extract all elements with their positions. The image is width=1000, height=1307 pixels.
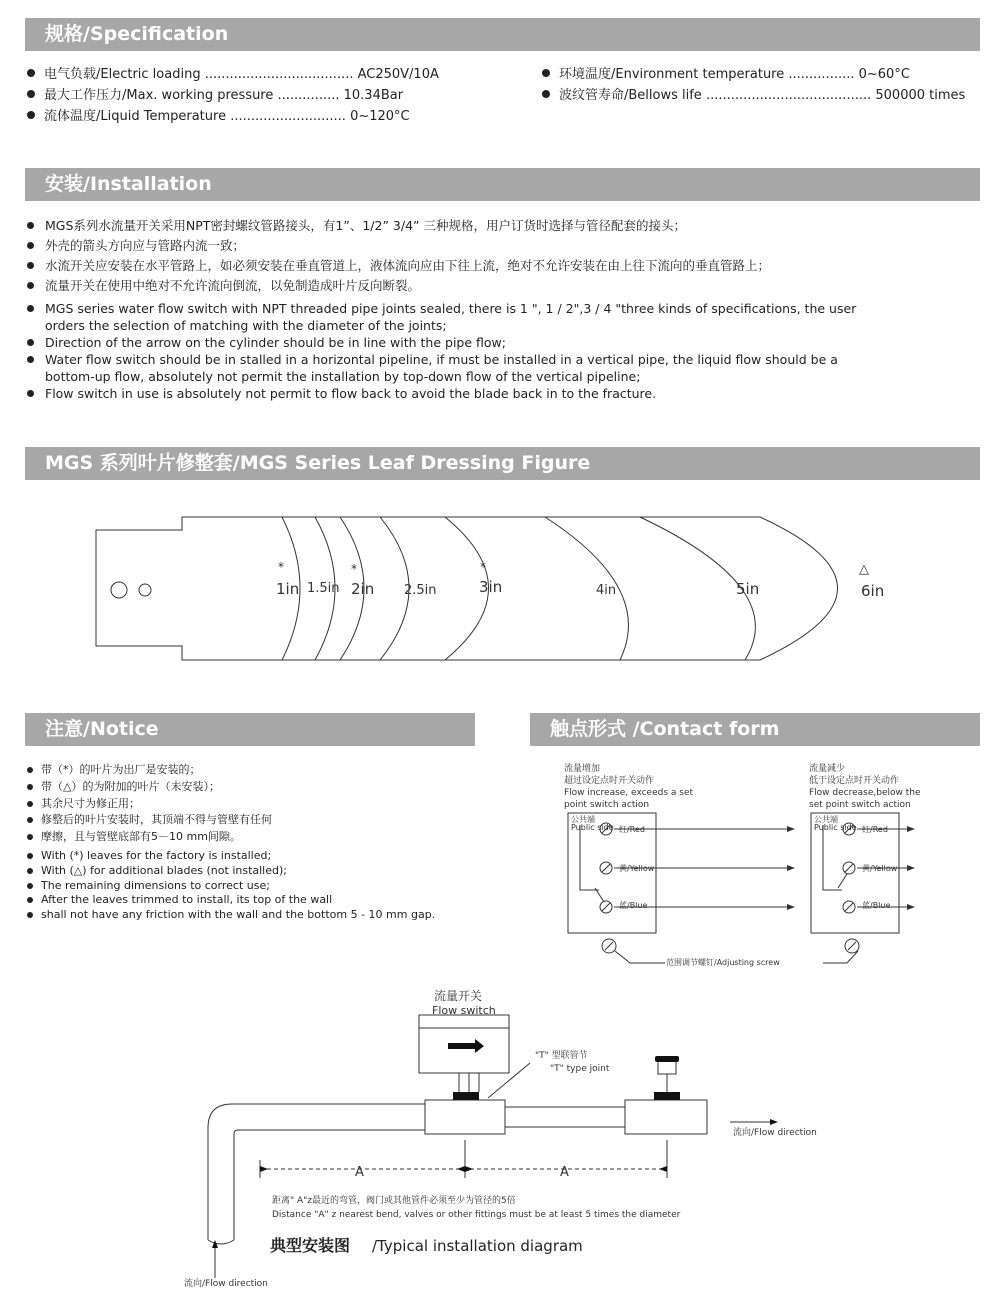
switch-label-cn: 流量开关 xyxy=(434,989,483,1003)
list-item xyxy=(27,385,967,402)
list-item-text: 其余尺寸为修正用； xyxy=(41,796,140,810)
caption-cn: 典型安装图 xyxy=(270,1236,351,1255)
leaf-label-2.5in: 2.5in xyxy=(404,583,437,598)
list-item-text: With (△) for additional blades (not installed); xyxy=(41,863,287,877)
spec-electric-loading xyxy=(27,64,439,85)
bullet xyxy=(27,897,33,903)
bullet xyxy=(27,356,34,363)
hole-icon xyxy=(111,582,127,598)
installation-diagram xyxy=(170,980,870,1300)
dimension-a-right: A xyxy=(560,1165,569,1180)
list-item-text: Flow switch in use is absolutely not permit to flow back to avoid the blade back in to the fracture. xyxy=(45,386,657,401)
contact-lever-left xyxy=(595,888,604,902)
list-item xyxy=(27,217,967,234)
pipe-bend-inner xyxy=(234,1130,425,1240)
contact-lever-right xyxy=(838,874,847,888)
t-joint-switch xyxy=(425,1100,505,1134)
list-item xyxy=(27,277,967,294)
spec-label: 流体温度/Liquid Temperature ............................ xyxy=(44,109,346,124)
blue-label-left: 蓝/Blue xyxy=(619,901,648,910)
contact-form-diagram xyxy=(555,760,990,970)
contact-section-header: 触点形式 /Contact form xyxy=(530,713,980,746)
list-item-text: 带（*）的叶片为出厂是安装的； xyxy=(41,763,201,776)
spec-value: 0~60°C xyxy=(858,67,910,82)
right-caption-en1: Flow decrease,below the xyxy=(809,788,921,798)
adjusting-screw-label: 范围调节螺钉/Adjusting screw xyxy=(666,958,780,967)
triangle-marker: △ xyxy=(859,562,869,577)
list-item-text: The remaining dimensions to correct use; xyxy=(41,878,270,892)
yellow-label-right: 黄/Yellow xyxy=(862,864,898,873)
bullet xyxy=(27,912,33,918)
flow-arrow-icon xyxy=(448,1039,484,1053)
star-marker: * xyxy=(480,560,486,574)
dimension-a-left: A xyxy=(355,1165,364,1180)
yellow-label-left: 黄/Yellow xyxy=(619,864,655,873)
list-item-text: MGS系列水流量开关采用NPT密封螺纹管路接头，有1”、1/2” 3/4” 三种规格，用户订货时选择与管径配套的接头； xyxy=(45,218,686,233)
list-item xyxy=(27,893,487,908)
left-caption-cn1: 流量增加 xyxy=(564,764,601,774)
valve-thread xyxy=(654,1092,680,1100)
spec-section-header: 规格/Specification xyxy=(25,18,980,51)
bullet xyxy=(542,69,550,77)
list-item-text: Water flow switch should be in stalled in a horizontal pipeline, if must be installed in a vertical pipe, the liquid flow should be a bottom-up flow, absolutely not permit the installation by top-down flow of the vertical pipeline; xyxy=(45,352,838,384)
notice-list xyxy=(27,763,487,923)
list-item xyxy=(27,813,487,828)
list-item-text: 流量开关在使用中绝对不允许流向倒流，以免制造成叶片反向断裂。 xyxy=(45,278,421,293)
common-wire-right xyxy=(823,825,842,890)
spec-value: 0~120°C xyxy=(350,109,410,124)
bullet xyxy=(27,282,34,289)
installation-list xyxy=(27,217,967,402)
distance-note-cn: 距离" A"z最近的弯管，阀门或其他管件必须至少为管径的5倍 xyxy=(272,1196,516,1206)
bullet xyxy=(27,90,35,98)
leaf-label-3in: 3in xyxy=(479,578,503,596)
bullet xyxy=(27,834,33,840)
bullet xyxy=(27,853,33,859)
list-item xyxy=(27,864,487,879)
switch-label-en: Flow switch xyxy=(432,1004,496,1017)
installation-section-header: 安装/Installation xyxy=(25,168,980,201)
spec-max-pressure xyxy=(27,85,403,106)
list-item-text: After the leaves trimmed to install, its top of the wall xyxy=(41,893,333,907)
list-item-text: Direction of the arrow on the cylinder should be in line with the pipe flow; xyxy=(45,335,506,350)
bullet xyxy=(27,339,34,346)
bullet xyxy=(27,111,35,119)
list-item xyxy=(27,351,885,385)
list-item xyxy=(27,849,487,864)
list-item xyxy=(27,780,487,795)
t-joint-label-en: "T" type joint xyxy=(550,1064,610,1074)
spec-value: 500000 times xyxy=(875,88,966,103)
notice-section-header: 注意/Notice xyxy=(25,713,475,746)
spec-label: 电气负载/Electric loading .................................... xyxy=(44,67,354,82)
bullet xyxy=(27,305,34,312)
bullet xyxy=(27,767,33,773)
right-caption-en2: set point switch action xyxy=(809,800,911,810)
bullet xyxy=(27,883,33,889)
blue-label-right: 蓝/Blue xyxy=(862,901,891,910)
spec-label: 最大工作压力/Max. working pressure ............... xyxy=(44,88,340,103)
spec-label: 环境温度/Environment temperature ................ xyxy=(559,67,855,82)
public-cn-left: 公共端 xyxy=(571,815,595,824)
list-item-text: 摩擦，且与管壁底部有5－10 mm间隙。 xyxy=(41,830,241,844)
red-label-left: 红/Red xyxy=(619,825,645,834)
leaf-label-5in: 5in xyxy=(736,580,760,598)
bullet xyxy=(27,801,33,807)
list-item xyxy=(27,797,487,812)
left-caption-en2: point switch action xyxy=(564,800,650,810)
list-item-text: 修整后的叶片安装时，其顶端不得与管壁有任何 xyxy=(41,813,272,827)
caption-en: /Typical installation diagram xyxy=(372,1237,583,1255)
list-item-text: MGS series water flow switch with NPT threaded pipe joints sealed, there is 1 ", 1 / 2",3 / 4 "three kinds of specifications, the user orders the selection of matching with the diameter of the joints; xyxy=(45,301,857,333)
bullet xyxy=(27,817,33,823)
star-marker: * xyxy=(278,560,284,574)
list-item xyxy=(27,257,967,274)
list-item xyxy=(27,300,875,334)
bullet xyxy=(542,90,550,98)
right-caption-cn1: 流量减少 xyxy=(809,764,846,774)
spec-bellows-life xyxy=(542,85,965,106)
bullet xyxy=(27,390,34,397)
flow-direction-label-bottom: 流向/Flow direction xyxy=(184,1279,268,1289)
list-item xyxy=(27,237,967,254)
list-item-text: 水流开关应安装在水平管路上，如必须安装在垂直管道上，液体流向应由下往上流，绝对不允许安装在由上往下流向的垂直管路上； xyxy=(45,258,771,273)
list-item xyxy=(27,908,487,923)
common-wire-left xyxy=(580,825,599,890)
bullet xyxy=(27,868,33,874)
list-item xyxy=(27,879,487,894)
list-item xyxy=(27,763,487,778)
switch-thread xyxy=(453,1092,479,1100)
leaf-label-1.5in: 1.5in xyxy=(307,581,340,596)
spec-liquid-temp xyxy=(27,106,410,127)
distance-note-en: Distance "A" z nearest bend, valves or other fittings must be at least 5 times the diameter xyxy=(272,1210,681,1220)
spec-label: 波纹管寿命/Bellows life ........................................ xyxy=(559,88,872,103)
leaf-label-4in: 4in xyxy=(596,583,617,598)
list-item-text: With (*) leaves for the factory is installed; xyxy=(41,848,272,862)
t-joint-valve xyxy=(625,1100,707,1134)
bullet xyxy=(27,262,34,269)
leaf-label-6in: 6in xyxy=(861,582,885,600)
leaf-section-header: MGS 系列叶片修整套/MGS Series Leaf Dressing Figure xyxy=(25,447,980,480)
leaf-dressing-figure xyxy=(0,500,1000,675)
red-label-right: 红/Red xyxy=(862,825,888,834)
bullet xyxy=(27,222,34,229)
public-cn-right: 公共端 xyxy=(814,815,838,824)
hole-icon xyxy=(139,584,151,596)
bullet xyxy=(27,242,34,249)
list-item-text: 外壳的箭头方向应与管路内流一致； xyxy=(45,238,246,253)
spec-value: 10.34Bar xyxy=(343,88,404,103)
bullet xyxy=(27,69,35,77)
spec-value: AC250V/10A xyxy=(357,67,439,82)
leaf-label-1in: 1in xyxy=(276,580,300,598)
star-marker: * xyxy=(351,562,357,576)
public-en-right: Public side xyxy=(814,823,857,832)
bullet xyxy=(27,784,33,790)
spec-env-temp xyxy=(542,64,910,85)
list-item-text: 带（△）的为附加的叶片（未安装）； xyxy=(41,779,220,793)
valve-handle xyxy=(655,1056,679,1062)
list-item-text: shall not have any friction with the wall and the bottom 5 - 10 mm gap. xyxy=(41,908,436,922)
right-caption-cn2: 低于设定点时开关动作 xyxy=(809,776,900,786)
left-caption-cn2: 超过设定点时开关动作 xyxy=(564,776,655,786)
t-joint-label-cn: "T" 型联管节 xyxy=(535,1051,588,1061)
flow-direction-label-right: 流向/Flow direction xyxy=(733,1128,817,1138)
public-en-left: Public side xyxy=(571,823,614,832)
list-item xyxy=(27,830,487,845)
leaf-label-2in: 2in xyxy=(351,580,375,598)
left-caption-en1: Flow increase, exceeds a set xyxy=(564,788,694,798)
list-item xyxy=(27,334,967,351)
